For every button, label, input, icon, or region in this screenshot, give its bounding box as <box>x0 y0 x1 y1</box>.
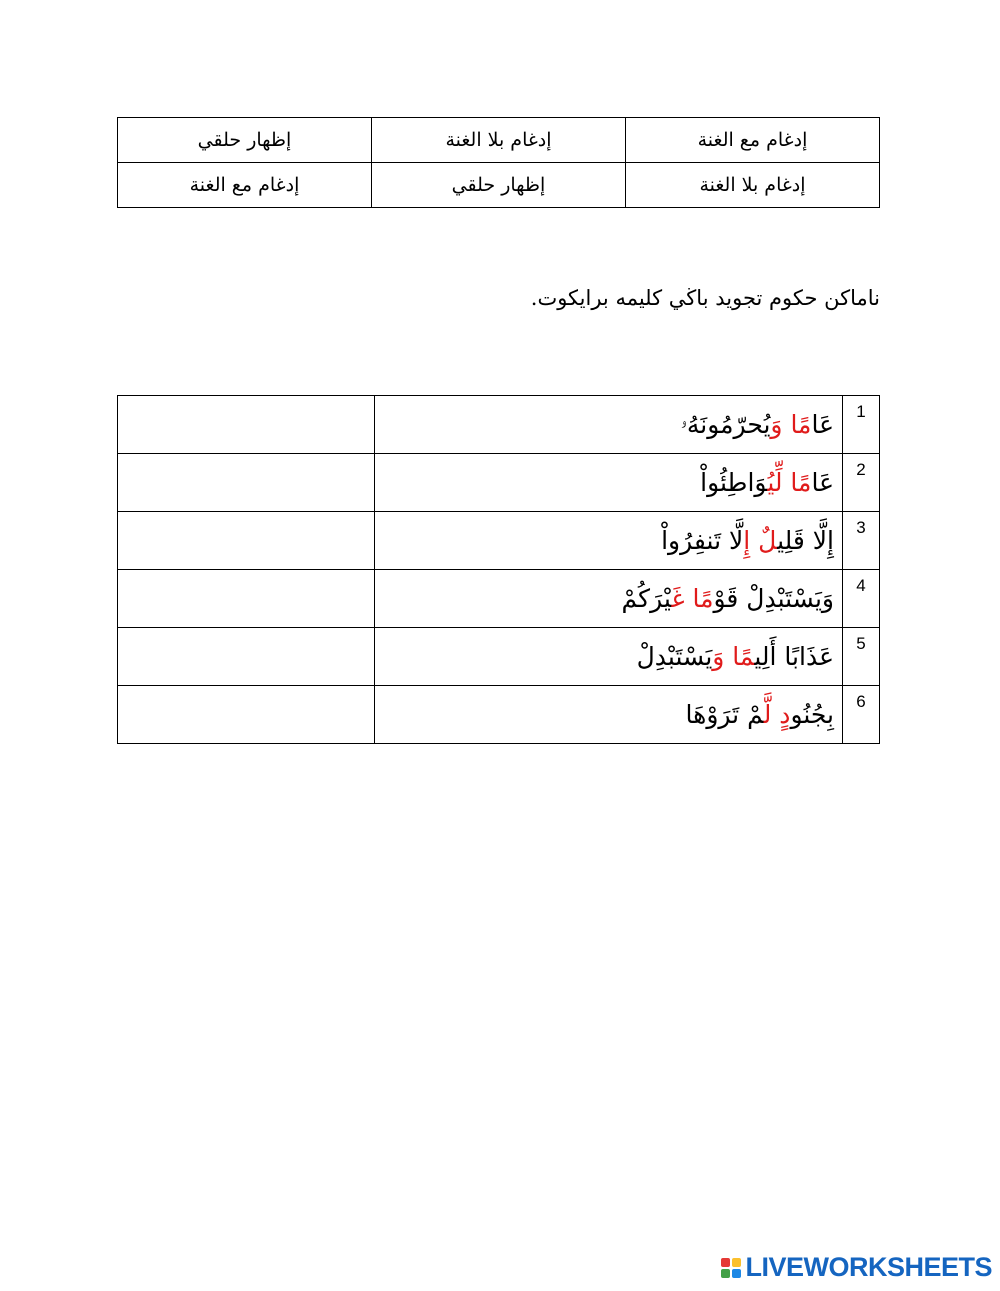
question-row <box>118 570 880 628</box>
answer-cell <box>118 512 375 570</box>
brand-logo-icon <box>721 1258 741 1278</box>
phrase-text: يَسْتَبْدِلْ <box>636 642 713 671</box>
answer-cell <box>118 628 375 686</box>
question-number: 6 <box>843 686 880 744</box>
quran-phrase <box>375 454 843 512</box>
answer-cell <box>118 570 375 628</box>
quran-phrase <box>375 570 843 628</box>
phrase-text: لَّا تَنفِرُواْ <box>661 526 744 555</box>
answer-cell <box>118 454 375 512</box>
phrase-text: عَا <box>811 468 834 497</box>
question-row <box>118 512 880 570</box>
answer-cell <box>118 686 375 744</box>
highlighted-letters: مًا وَ <box>712 642 755 671</box>
question-row <box>118 396 880 454</box>
quran-phrase <box>375 686 843 744</box>
phrase-text: بِجُنُو <box>790 700 834 729</box>
quran-phrase <box>375 396 843 454</box>
question-row <box>118 628 880 686</box>
highlighted-letters: دٍ لَّ <box>763 700 791 729</box>
highlighted-letters: مًا وَ <box>770 409 812 439</box>
phrase-text: وَيَسْتَبْدِلْ قَوْ <box>713 584 834 613</box>
answer-cell <box>118 396 375 454</box>
question-number: 3 <box>843 512 880 570</box>
quran-phrase <box>375 628 843 686</box>
options-row <box>118 118 880 163</box>
answer-input[interactable] <box>118 686 374 743</box>
option-cell: إدغام بلا الغنة <box>626 163 880 208</box>
option-cell: إدغام بلا الغنة <box>372 118 626 163</box>
answer-input[interactable] <box>118 570 374 627</box>
highlighted-letters: مًا لِّيُ <box>767 468 812 497</box>
options-row <box>118 163 880 208</box>
answer-input[interactable] <box>118 512 374 569</box>
highlighted-letters: مًا غَ <box>671 584 714 613</box>
option-cell: إدغام مع الغنة <box>118 163 372 208</box>
question-number: 2 <box>843 454 880 512</box>
quran-phrase <box>375 512 843 570</box>
questions-table <box>117 395 880 744</box>
question-row <box>118 686 880 744</box>
highlighted-letters: لٌ إِ <box>743 526 778 555</box>
instruction-text: ناماكن حكوم تجويد باڬي كليمه برايكوت. <box>530 286 880 310</box>
option-cell: إظهار حلقي <box>372 163 626 208</box>
phrase-text: مْ تَرَوْهَا <box>685 700 764 729</box>
answer-options-table <box>117 117 880 208</box>
phrase-text: يُحرّمُونَهُۥ <box>680 409 771 439</box>
question-number: 4 <box>843 570 880 628</box>
phrase-text: إِلَّا قَلِي <box>777 526 834 555</box>
brand-name: LIVEWORKSHEETS <box>745 1252 992 1282</box>
phrase-text: وَاطِئُواْ <box>700 468 768 497</box>
question-number: 1 <box>843 396 880 454</box>
question-number: 5 <box>843 628 880 686</box>
phrase-text: عَا <box>811 409 834 439</box>
option-cell: إدغام مع الغنة <box>626 118 880 163</box>
answer-input[interactable] <box>118 396 374 453</box>
question-row <box>118 454 880 512</box>
liveworksheets-logo <box>721 1252 992 1283</box>
answer-input[interactable] <box>118 454 374 511</box>
answer-input[interactable] <box>118 628 374 685</box>
phrase-text: عَذَابًا أَلِي <box>754 642 834 671</box>
phrase-text: يْرَكُمْ <box>621 584 672 613</box>
option-cell: إظهار حلقي <box>118 118 372 163</box>
